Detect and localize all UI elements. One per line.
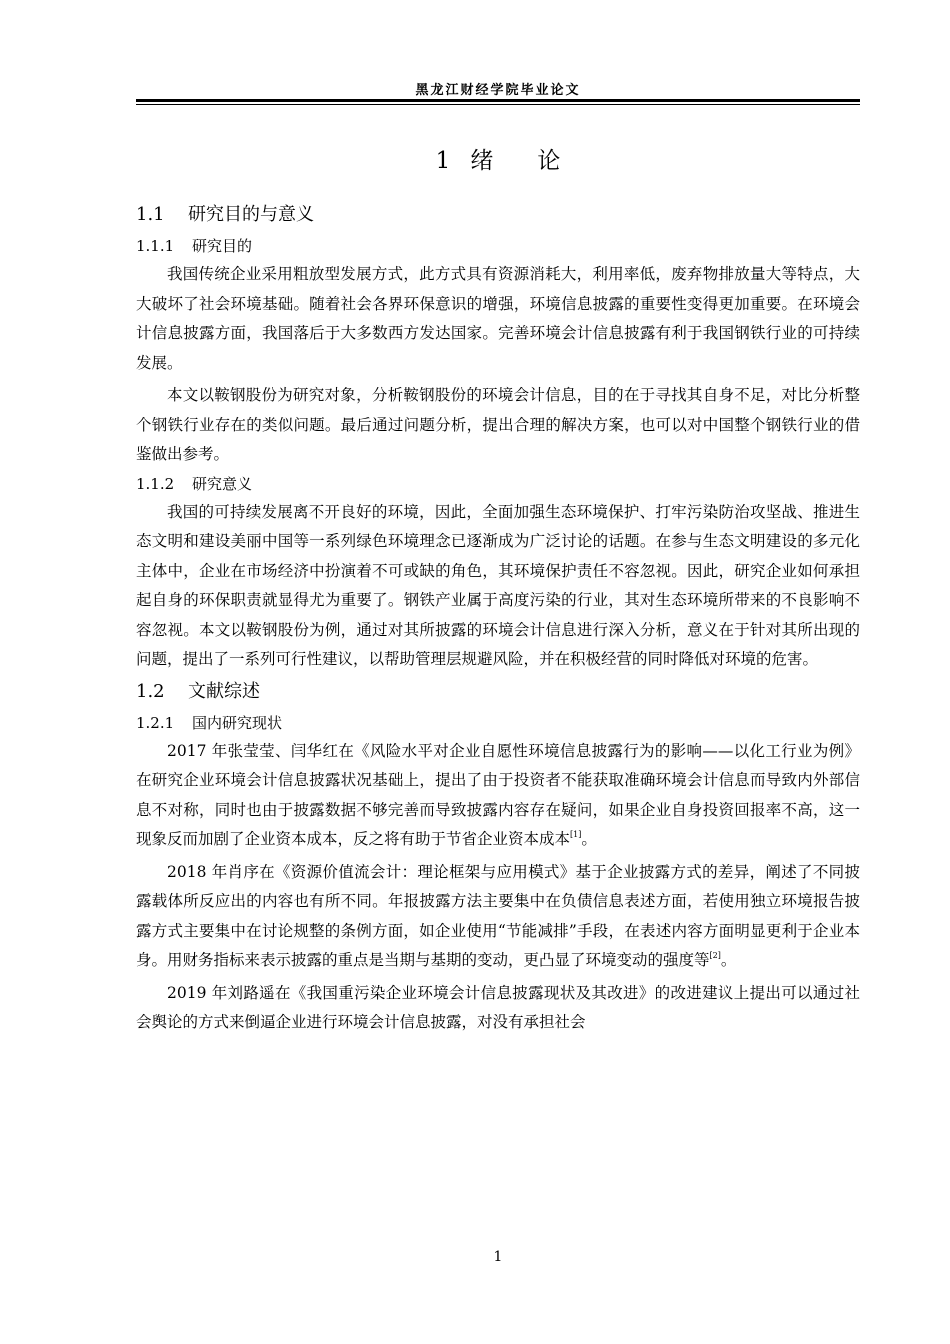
paragraph-text: 2018 年肖序在《资源价值流会计：理论框架与应用模式》基于企业披露方式的差异，阐述了不同披露载体所反应出的内容也有所不同。年报披露方法主要集中在负债信息表述方面，若使用独立环境报告披露方式主要集中在讨论规整的条例方面，如企业使用“节能减排”手段，在表述内容方面明显更利于企业本身。用财务指标来表示披露的重点是当期与基期的变动，更凸显了环境变动的强度等 xyxy=(136,862,860,969)
header-rule-thin xyxy=(136,104,860,105)
section-heading-1-1 xyxy=(136,198,860,232)
page-number: 1 xyxy=(493,1249,503,1265)
section-number: 1.2 xyxy=(136,680,165,702)
chapter-title-first-char: 绪 xyxy=(470,148,494,174)
paragraph-end: 。 xyxy=(720,951,737,969)
chapter-number: 1 xyxy=(435,148,451,174)
subsection-heading-1-1-1 xyxy=(136,232,860,260)
paragraph xyxy=(136,737,860,855)
paragraph xyxy=(136,858,860,976)
subsection-number: 1.1.2 xyxy=(136,474,175,493)
paragraph: 我国传统企业采用粗放型发展方式，此方式具有资源消耗大，利用率低，废弃物排放量大等特点，大大破坏了社会环境基础。随着社会各界环保意识的增强，环境信息披露的重要性变得更加重要。在环境会计信息披露方面，我国落后于大多数西方发达国家。完善环境会计信息披露有利于我国钢铁行业的可持续发展。 xyxy=(136,265,860,372)
paragraph: 2019 年刘路遥在《我国重污染企业环境会计信息披露现状及其改进》的改进建议上提出可以通过社会舆论的方式来倒逼企业进行环境会计信息披露，对没有承担社会 xyxy=(136,983,860,1031)
chapter-title-second-char: 论 xyxy=(537,148,561,174)
paragraph-text: 2017 年张莹莹、闫华红在《风险水平对企业自愿性环境信息披露行为的影响——以化工行业为例》在研究企业环境会计信息披露状况基础上，提出了由于投资者不能获取准确环境会计信息而导致内外部信息不对称，同时也由于披露数据不够完善而导致披露内容存在疑问，如果企业自身投资回报率不高，这一现象反而加剧了企业资本成本，反之将有助于节省企业资本成本 xyxy=(136,741,860,848)
paragraph: 我国的可持续发展离不开良好的环境，因此，全面加强生态环境保护、打牢污染防治攻坚战、推进生态文明和建设美丽中国等一系列绿色环境理念已逐渐成为广泛讨论的话题。在参与生态文明建设的多元化主体中，企业在市场经济中扮演着不可或缺的角色，其环境保护责任不容忽视。因此，研究企业如何承担起自身的环保职责就显得尤为重要了。钢铁产业属于高度污染的行业，其对生态环境所带来的不良影响不容忽视。本文以鞍钢股份为例，通过对其所披露的环境会计信息进行深入分析，意义在于针对其所出现的问题，提出了一系列可行性建议，以帮助管理层规避风险，并在积极经营的同时降低对环境的危害。 xyxy=(136,502,860,668)
citation-ref-2[interactable]: [2] xyxy=(709,951,721,960)
section-title: 研究目的与意义 xyxy=(188,204,314,225)
subsection-number: 1.2.1 xyxy=(136,713,175,732)
section-title: 文献综述 xyxy=(188,680,260,702)
document-body xyxy=(136,198,860,1038)
section-heading-1-2 xyxy=(136,675,860,709)
subsection-title: 研究目的 xyxy=(192,237,253,255)
subsection-number: 1.1.1 xyxy=(136,237,175,255)
paragraph-end: 。 xyxy=(581,830,597,848)
section-number: 1.1 xyxy=(136,204,165,225)
chapter-title xyxy=(136,142,860,175)
subsection-title: 研究意义 xyxy=(192,474,253,493)
page-header: 黑龙江财经学院毕业论文 xyxy=(415,83,581,98)
paragraph: 本文以鞍钢股份为研究对象，分析鞍钢股份的环境会计信息，目的在于寻找其自身不足，对比分析整个钢铁行业存在的类似问题。最后通过问题分析，提出合理的解决方案，也可以对中国整个钢铁行业的借鉴做出参考。 xyxy=(136,386,860,463)
header-rule-thick xyxy=(136,99,860,102)
subsection-heading-1-1-2 xyxy=(136,470,860,498)
subsection-title: 国内研究现状 xyxy=(192,713,283,732)
subsection-heading-1-2-1 xyxy=(136,709,860,737)
citation-ref-1[interactable]: [1] xyxy=(570,830,582,839)
